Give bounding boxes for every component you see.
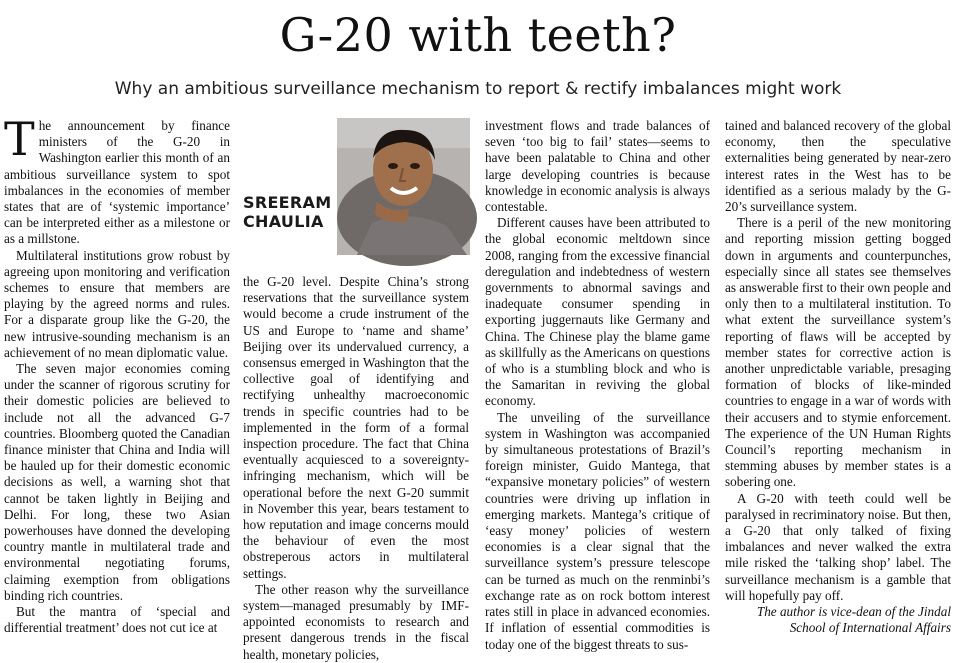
author-portrait — [337, 118, 470, 255]
author-byline — [243, 118, 470, 255]
headline: G-20 with teeth? — [279, 8, 677, 62]
paragraph: A G-20 with teeth could well be paralysed in recriminatory noise. But then, a G-20 that only talked of fixing imbalances and never walked the extra mile risked the ‘talking shop’ label. The surveillance mechanism is a gamble that will hopefully pay off. — [725, 490, 951, 603]
paragraph: Multilateral institutions grow robust by agreeing upon monitoring and verification schemes to ensure that members are playing by the agreed norms and rules. For a disparate group like the G-20, the new intrusive-sounding mechanism is an achievement of no mean diplomatic value. — [4, 247, 230, 360]
drop-cap: T — [4, 112, 35, 166]
paragraph: But the mantra of ‘special and differential treatment’ does not cut ice at — [4, 604, 230, 636]
article-column-4 — [725, 118, 951, 646]
article-column-3 — [485, 118, 710, 652]
paragraph: Different causes have been attributed to the global economic meltdown since 2008, ranging from the excessive financial deregulation and indebtedness of western governments to abnormal savings and inadequate consumer spending in exporting juggernauts like Germany and China. The Chinese play the blame game as skillfully as the Americans on questions of who is a stumbling block and who is the Samaritan in reviving the global economy. — [485, 215, 710, 409]
paragraph: tained and balanced recovery of the global economy, then the speculative externalities being generated by near-zero interest rates in the West has to be identified as a serious malady by the G-20’s surveillance system. — [725, 118, 951, 215]
paragraph: the G-20 level. Despite China’s strong reservations that the surveillance system would become a crude instrument of the US and Europe to ‘name and shame’ Beijing over its undervalued currency, a consensus emerged in Washington that the collective goal of identifying and rectifying unhealthy macroeconomic trends in specific countries had to be implemented in the form of a formal inspection procedure. The fact that China eventually acquiesced to a sovereignty-infringing mechanism, which will be operational before the next G-20 summit in November this year, bears testament to how reputation and image concerns mould the behaviour of even the most obstreperous actors in multilateral settings. — [243, 274, 469, 581]
author-credit: The author is vice-dean of the Jindal School of International Affairs — [756, 604, 951, 636]
paragraph: The announcement by finance ministers of the G-20 in Washington earlier this month of an ambitious surveillance system to spot imbalances in the economies of member states that are of ‘systemic importance’ can be interpreted either as a milestone or as a millstone. — [4, 112, 230, 247]
author-name: SREERAM CHAULIA — [243, 193, 332, 231]
paragraph: There is a peril of the new monitoring and reporting mission getting bogged down in arguments and counterpunches, especially since all states see themselves as answerable first to their own people and only then to a multilateral institution. To what extent the surveillance system’s reporting of flaws will be accepted by member states for corrective action is another unpredictable variable, presaging formation of blocks of like-minded countries to engage in a war of words with their accusers and to stymie enforcement. The experience of the UN Human Rights Council’s reporting mechanism in stemming abuses by member states is a sobering one. — [725, 215, 951, 490]
article-column-2 — [243, 274, 469, 662]
article-column-1 — [4, 112, 230, 646]
paragraph: The unveiling of the surveillance system in Washington was accompanied by simultaneous protestations of Brazil’s foreign minister, Guido Mantega, that “expansive monetary policies” of western countries were driving up inflation in emerging markets. Mantega’s critique of ‘easy money’ policies of western economies is a clear signal that the surveillance system’s pressure telescope can be turned as much on the renminbi’s exchange rate as on rock bottom interest rates still in place in advanced economies. If inflation of essential commodities is today one of the biggest threats to sus- — [485, 409, 710, 652]
subheadline: Why an ambitious surveillance mechanism to report & rectify imbalances might work — [114, 79, 842, 99]
paragraph: The other reason why the surveillance system—managed presumably by IMF-appointed economists to research and present dangerous trends in the fiscal health, monetary policies, — [243, 581, 469, 662]
paragraph: investment flows and trade balances of seven ‘too big to fail’ states—seems to have been palatable to China and other large developing countries is because knowledge in economic analysis is always contestable. — [485, 118, 710, 215]
paragraph: The seven major economies coming under the scanner of rigorous scrutiny for their domestic policies are believed to include not all the advanced G-7 countries. Bloomberg quoted the Canadian finance minister that China and India will be hauled up for their domestic economic decisions as well, a warning shot that cannot be taken lightly in Beijing and Delhi. For long, these two Asian powerhouses have donned the developing country mantle in multilateral trade and environmental negotiating forums, claiming exemption from obligations binding rich countries. — [4, 361, 230, 603]
